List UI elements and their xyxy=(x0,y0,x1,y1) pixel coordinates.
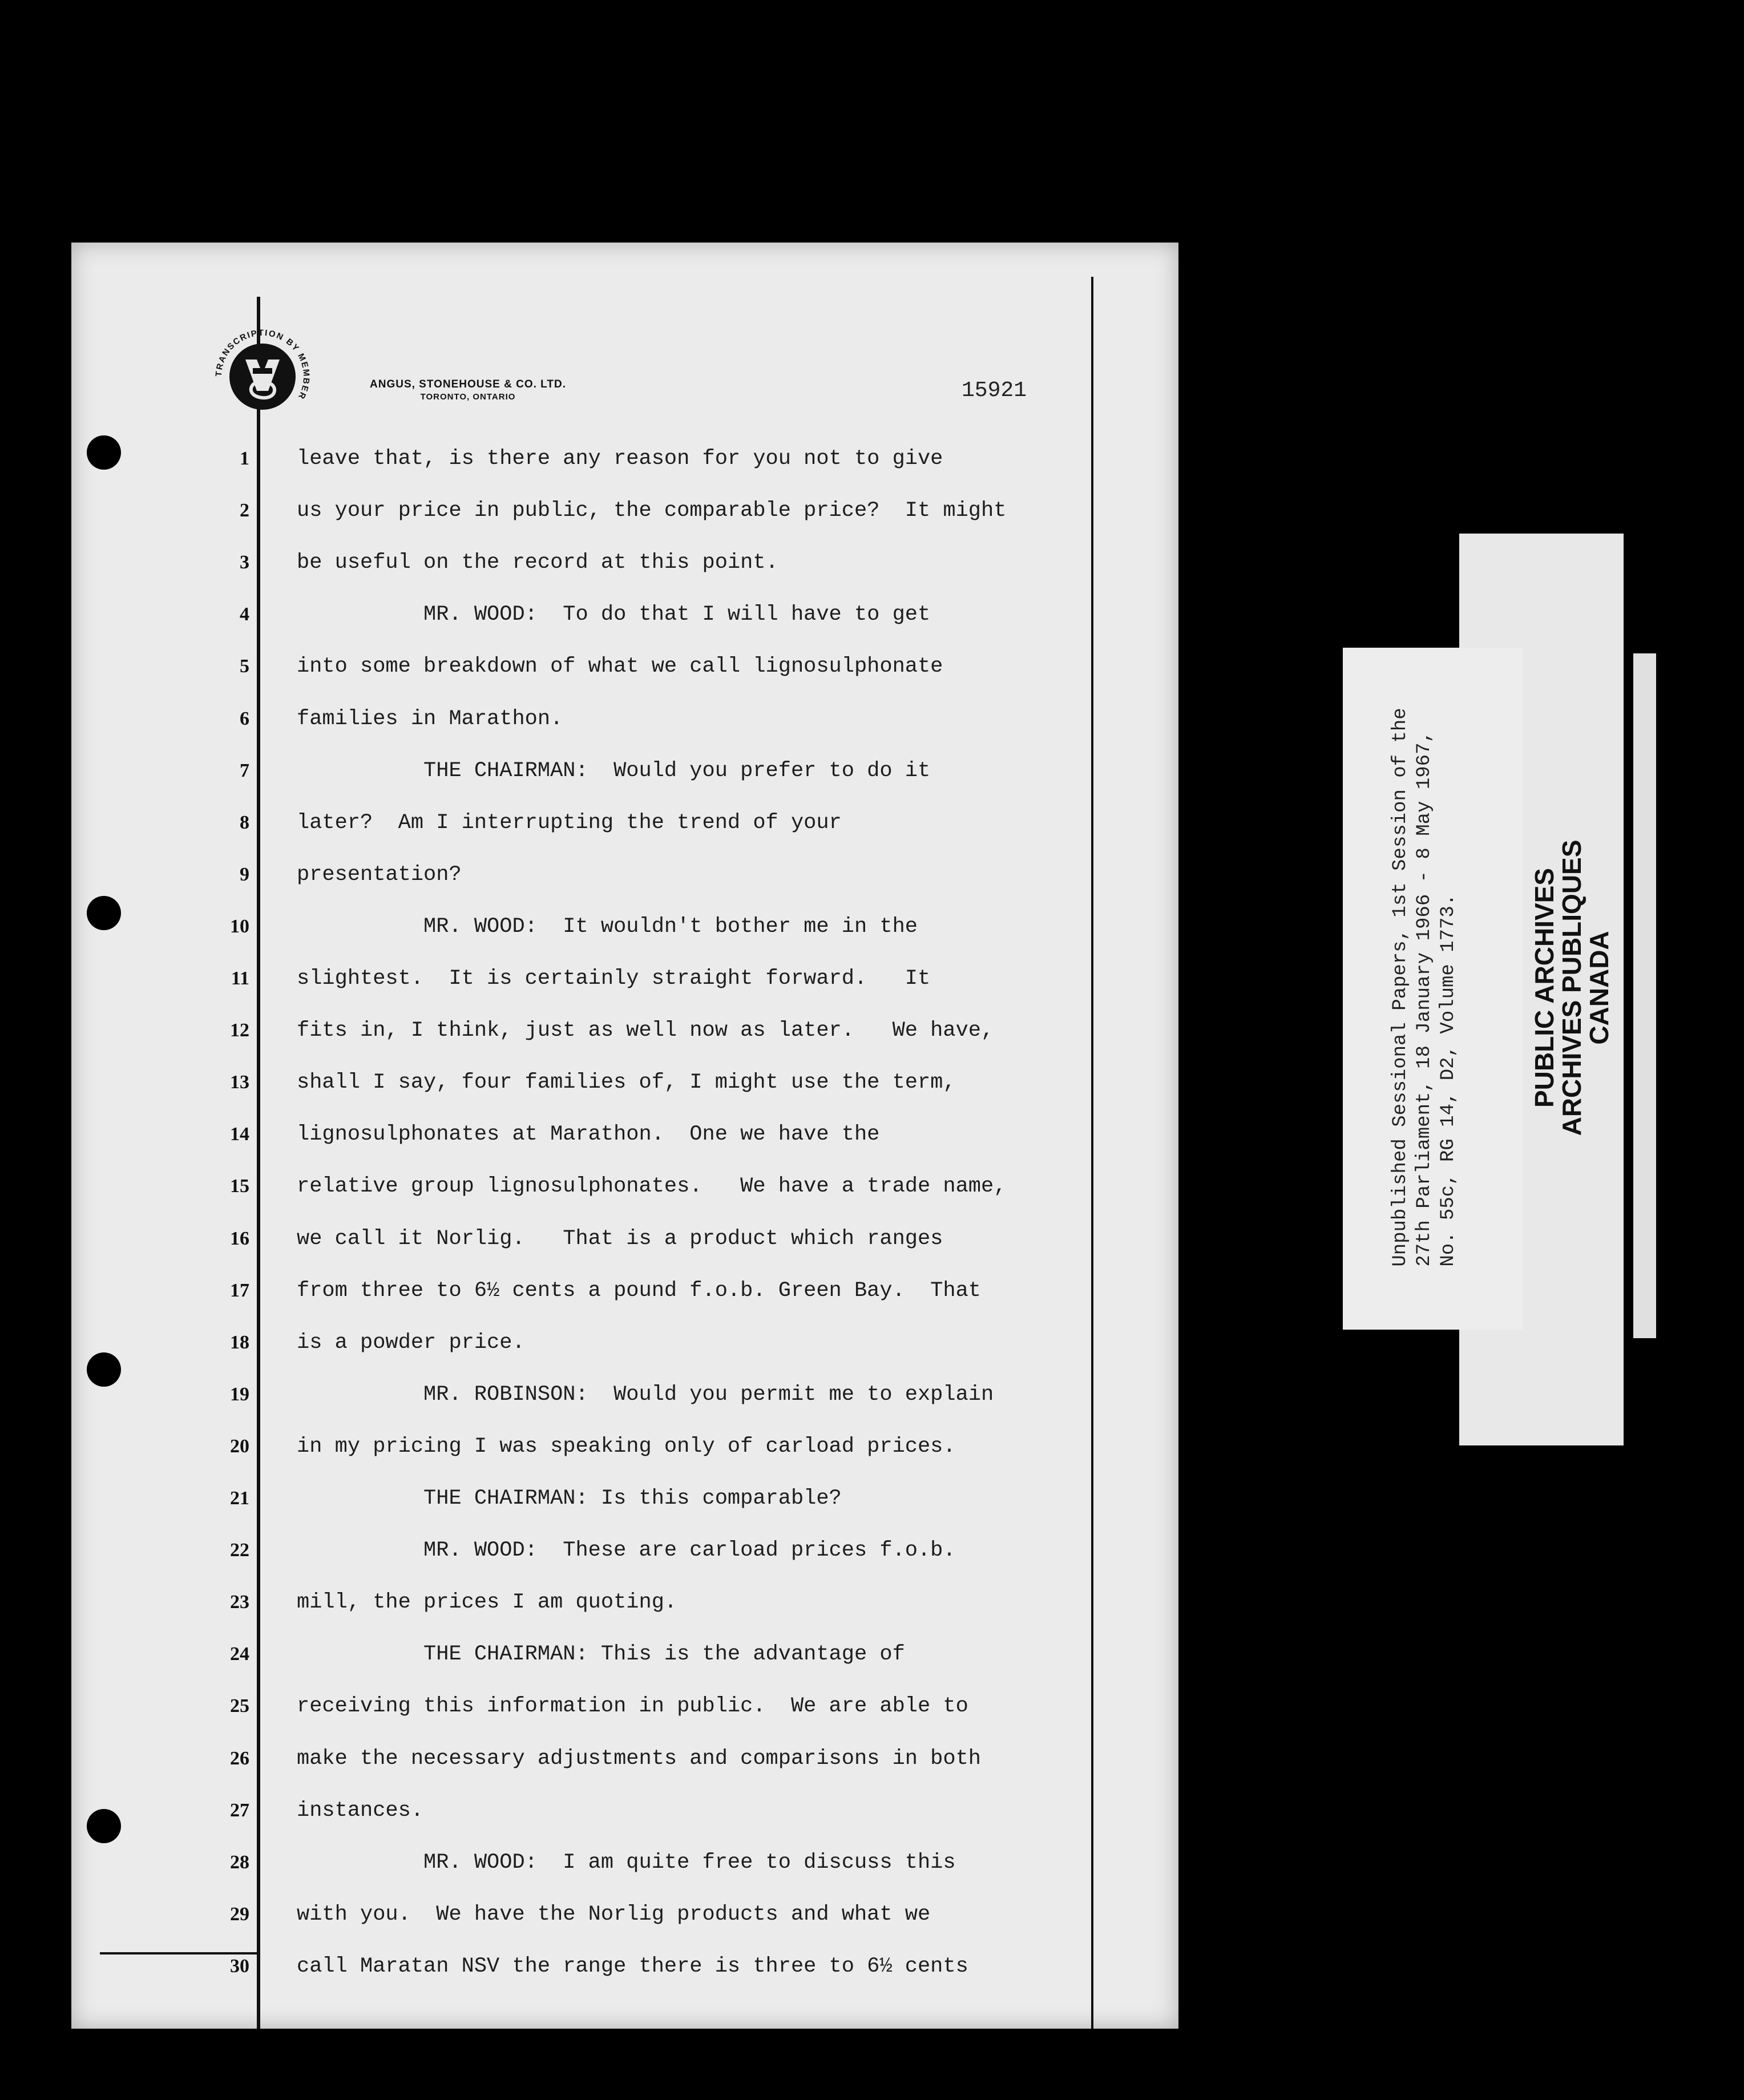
archive-note-line: 27th Parliament, 18 January 1966 - 8 May 1967, xyxy=(1414,731,1435,1267)
transcript-line: fits in, I think, just as well now as later. We have, xyxy=(297,1019,994,1043)
transcript-line: from three to 6½ cents a pound f.o.b. Green Bay. That xyxy=(297,1279,981,1303)
line-number: 27 xyxy=(230,1800,249,1821)
transcript-line: slightest. It is certainly straight forward. It xyxy=(297,967,931,991)
transcript-line: instances. xyxy=(297,1799,424,1823)
archive-stamp-line: ARCHIVES PUBLIQUES xyxy=(1557,839,1586,1136)
line-number: 3 xyxy=(240,552,249,573)
line-number: 12 xyxy=(230,1020,249,1041)
page-number: 15921 xyxy=(962,378,1027,403)
transcript-page xyxy=(71,243,1178,2029)
line-number: 5 xyxy=(240,656,249,677)
line-number: 29 xyxy=(230,1904,249,1925)
punch-hole xyxy=(87,896,121,930)
line-number: 2 xyxy=(240,500,249,521)
company-city: TORONTO, ONTARIO xyxy=(420,392,516,402)
archive-note-line: Unpublished Sessional Papers, 1st Session of the xyxy=(1390,708,1411,1267)
transcript-line: presentation? xyxy=(297,863,462,887)
transcript-line: call Maratan NSV the range there is three to 6½ cents xyxy=(297,1954,968,1978)
transcript-line: us your price in public, the comparable price? It might xyxy=(297,499,1007,523)
left-margin-rule xyxy=(257,297,260,2029)
line-number: 22 xyxy=(230,1540,249,1561)
line-number: 11 xyxy=(231,968,249,989)
punch-hole xyxy=(87,1352,121,1387)
line-number: 7 xyxy=(240,760,249,781)
archive-stamp-line: PUBLIC ARCHIVES xyxy=(1529,868,1559,1108)
transcript-line: we call it Norlig. That is a product which ranges xyxy=(297,1227,943,1251)
transcript-line: THE CHAIRMAN: This is the advantage of xyxy=(297,1642,905,1666)
line-number: 20 xyxy=(230,1436,249,1457)
transcript-line: THE CHAIRMAN: Is this comparable? xyxy=(297,1487,842,1511)
line-number: 10 xyxy=(230,916,249,937)
line-number: 9 xyxy=(240,864,249,885)
archive-note xyxy=(1388,708,1460,1266)
company-name: ANGUS, STONEHOUSE & CO. LTD. xyxy=(370,378,566,390)
transcript-line: MR. ROBINSON: Would you permit me to explain xyxy=(297,1383,994,1407)
bottom-margin-rule xyxy=(100,1952,259,1954)
transcript-line: make the necessary adjustments and comparisons in both xyxy=(297,1747,981,1771)
line-number: 19 xyxy=(230,1384,249,1405)
line-number: 30 xyxy=(230,1956,249,1977)
transcript-line: leave that, is there any reason for you not to give xyxy=(297,447,943,471)
transcript-line: MR. WOOD: It wouldn't bother me in the xyxy=(297,915,918,939)
transcript-line: later? Am I interrupting the trend of your xyxy=(297,811,842,835)
right-margin-rule xyxy=(1091,277,1093,2029)
line-number: 6 xyxy=(240,708,249,729)
line-number: 16 xyxy=(230,1228,249,1249)
line-number: 14 xyxy=(230,1124,249,1145)
transcript-line: with you. We have the Norlig products and what we xyxy=(297,1903,931,1927)
transcript-line: THE CHAIRMAN: Would you prefer to do it xyxy=(297,759,931,783)
line-number: 17 xyxy=(230,1280,249,1301)
punch-hole xyxy=(87,1809,121,1843)
transcription-logo xyxy=(214,328,311,425)
company-header xyxy=(334,378,602,403)
archive-note-line: No. 55c, RG 14, D2, Volume 1773. xyxy=(1438,894,1459,1267)
line-number: 26 xyxy=(230,1748,249,1769)
transcript-line: families in Marathon. xyxy=(297,707,563,731)
transcript-line: lignosulphonates at Marathon. One we have the xyxy=(297,1122,880,1146)
line-number: 28 xyxy=(230,1852,249,1873)
line-number: 24 xyxy=(230,1643,249,1665)
line-number: 21 xyxy=(230,1488,249,1509)
transcript-line: receiving this information in public. We are able to xyxy=(297,1694,968,1718)
line-number: 8 xyxy=(240,812,249,833)
line-number: 13 xyxy=(230,1072,249,1093)
transcript-line: into some breakdown of what we call lignosulphonate xyxy=(297,655,943,679)
transcript-line: relative group lignosulphonates. We have a trade name, xyxy=(297,1174,1007,1198)
transcript-line: be useful on the record at this point. xyxy=(297,551,778,575)
line-number: 23 xyxy=(230,1592,249,1613)
transcript-line: MR. WOOD: These are carload prices f.o.b. xyxy=(297,1538,956,1562)
transcript-line: is a powder price. xyxy=(297,1331,525,1355)
archive-label-strip xyxy=(1633,653,1656,1338)
line-number: 15 xyxy=(230,1176,249,1197)
transcript-line: shall I say, four families of, I might use the term, xyxy=(297,1071,956,1095)
line-number: 1 xyxy=(240,448,249,469)
line-number: 4 xyxy=(240,604,249,625)
line-number: 18 xyxy=(230,1332,249,1353)
line-number: 25 xyxy=(230,1695,249,1717)
transcript-line: mill, the prices I am quoting. xyxy=(297,1590,677,1614)
archive-stamp-line: CANADA xyxy=(1584,931,1614,1045)
transcript-line: MR. WOOD: To do that I will have to get xyxy=(297,603,931,627)
punch-hole xyxy=(87,435,121,470)
transcript-line: MR. WOOD: I am quite free to discuss this xyxy=(297,1851,956,1875)
logo-ring-text: TRANSCRIPTION BY MEMBER xyxy=(214,328,311,402)
archive-stamp xyxy=(1531,840,1613,1136)
transcript-line: in my pricing I was speaking only of carload prices. xyxy=(297,1435,956,1459)
